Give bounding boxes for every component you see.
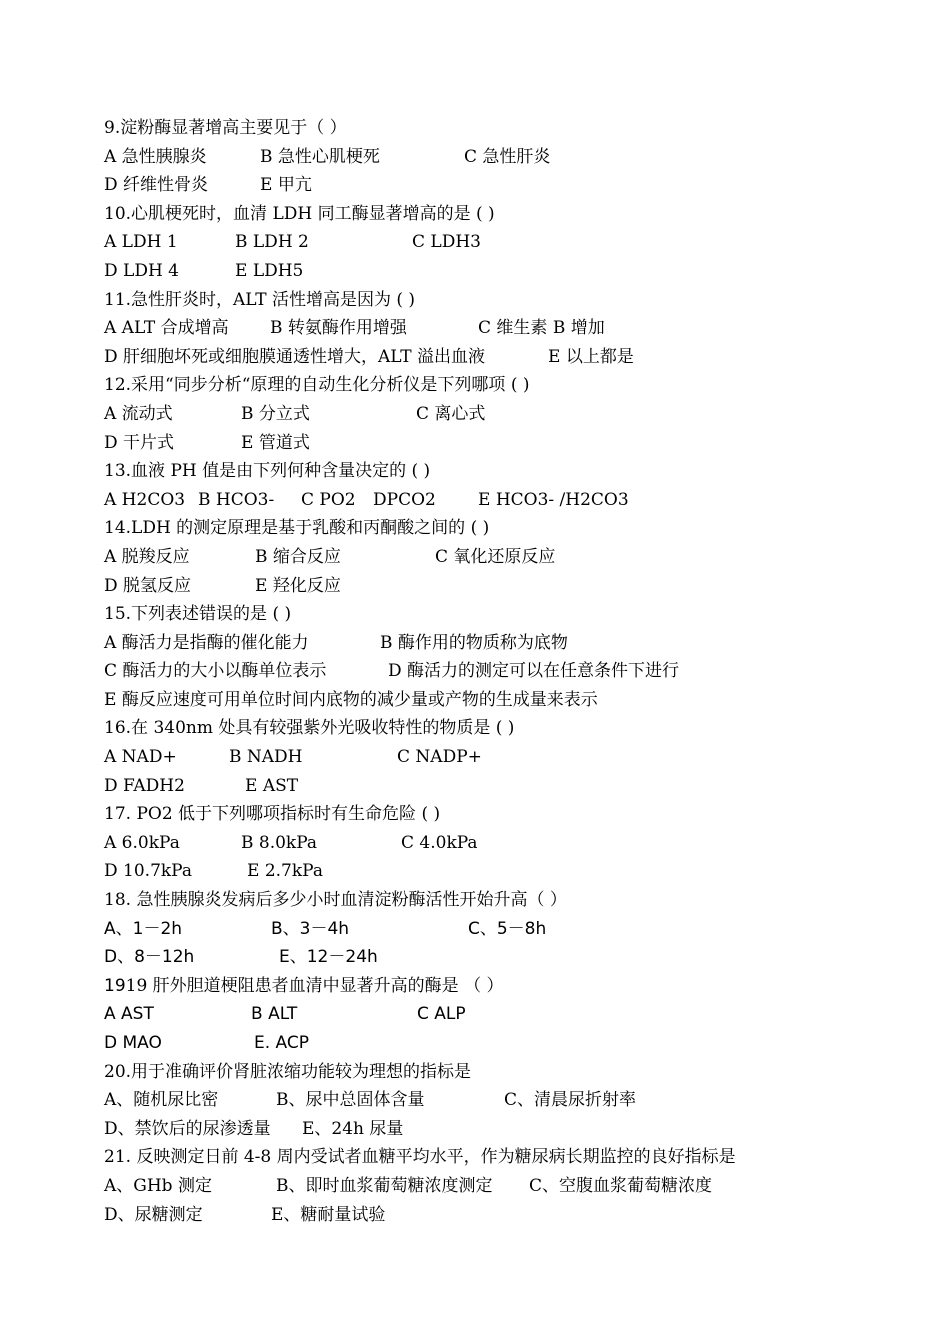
question-9: 9.淀粉酶显著增高主要见于（ ） xyxy=(104,118,347,138)
question-text: 19 肝外胆道梗阻患者血清中显著升高的酶是 （ ） xyxy=(125,975,504,996)
option-b: B、3－4h xyxy=(271,918,350,939)
option-a: A、GHb 测定 xyxy=(104,1175,212,1196)
option-e: E、12－24h xyxy=(279,947,378,968)
option-c: C、5－8h xyxy=(468,918,547,939)
question-21: 21. 反映测定日前 4-8 周内受试者血糖平均水平，作为糖尿病长期监控的良好指标是 xyxy=(104,1147,736,1168)
options-row xyxy=(104,543,924,572)
options-row xyxy=(104,1000,924,1029)
option-b: B 酶作用的物质称为底物 xyxy=(380,632,568,653)
option-d: D、尿糖测定 xyxy=(104,1204,203,1225)
option-d: D 纤维性骨炎 xyxy=(104,175,209,196)
exam-page xyxy=(104,114,924,1229)
option-a: A 流动式 xyxy=(104,403,173,424)
question-10: 10.心肌梗死时，血清 LDH 同工酶显著增高的是 ( ) xyxy=(104,203,495,224)
question-13: 13.血液 PH 值是由下列何种含量决定的 ( ) xyxy=(104,461,431,482)
option-b: B 分立式 xyxy=(241,403,310,424)
options-row xyxy=(104,1029,924,1058)
option-e: E 管道式 xyxy=(241,432,310,453)
option-d: D 干片式 xyxy=(104,432,175,453)
option-e: E HCO3- /H2CO3 xyxy=(478,489,629,510)
question-19 xyxy=(104,972,924,1001)
option-d: D 肝细胞坏死或细胞膜通透性增大，ALT 溢出血液 xyxy=(104,346,485,367)
options-row xyxy=(104,829,924,858)
option-e: E. ACP xyxy=(254,1033,310,1053)
options-row xyxy=(104,1201,924,1230)
option-a: A 脱羧反应 xyxy=(104,546,190,567)
option-d: D 酶活力的测定可以在任意条件下进行 xyxy=(388,661,680,682)
question-14: 14.LDH 的测定原理是基于乳酸和丙酮酸之间的 ( ) xyxy=(104,518,490,539)
option-d: D FADH2 xyxy=(104,775,185,796)
option-c: C、空腹血浆葡萄糖浓度 xyxy=(529,1175,713,1196)
options-row xyxy=(104,486,924,515)
question-11: 11.急性肝炎时，ALT 活性增高是因为 ( ) xyxy=(104,289,416,310)
option-e: E 以上都是 xyxy=(548,346,634,367)
options-row xyxy=(104,686,924,715)
option-a: A NAD+ xyxy=(104,747,177,768)
question-16: 16.在 340nm 处具有较强紫外光吸收特性的物质是 ( ) xyxy=(104,718,515,739)
options-row xyxy=(104,1086,924,1115)
options-row xyxy=(104,1115,924,1144)
option-b: B 8.0kPa xyxy=(241,832,318,853)
question-17: 17. PO2 低于下列哪项指标时有生命危险 ( ) xyxy=(104,804,441,825)
option-e: E AST xyxy=(245,775,299,796)
question-number: 19 xyxy=(104,975,126,996)
option-a: A 酶活力是指酶的催化能力 xyxy=(104,632,309,653)
options-row xyxy=(104,343,924,372)
option-b: B 缩合反应 xyxy=(255,546,341,567)
options-row xyxy=(104,400,924,429)
option-e: E 羟化反应 xyxy=(255,575,341,596)
option-d: DPCO2 xyxy=(373,489,436,510)
option-c: C ALP xyxy=(417,1004,466,1025)
option-a: A ALT 合成增高 xyxy=(104,318,229,339)
option-c: C、清晨尿折射率 xyxy=(504,1090,637,1111)
options-row xyxy=(104,629,924,658)
options-row xyxy=(104,143,924,172)
option-c: C 氧化还原反应 xyxy=(435,546,556,567)
question-20: 20.用于准确评价肾脏浓缩功能较为理想的指标是 xyxy=(104,1061,472,1082)
option-b: B、即时血浆葡萄糖浓度测定 xyxy=(276,1175,493,1196)
question-12: 12.采用“同步分析“原理的自动生化分析仪是下列哪项 ( ) xyxy=(104,375,530,396)
options-row xyxy=(104,857,924,886)
options-row xyxy=(104,743,924,772)
option-a: A、1－2h xyxy=(104,918,183,939)
option-b: B LDH 2 xyxy=(235,232,309,253)
option-d: D、禁饮后的尿渗透量 xyxy=(104,1118,271,1139)
option-e: E、糖耐量试验 xyxy=(271,1204,386,1225)
question-18: 18. 急性胰腺炎发病后多少小时血清淀粉酶活性开始升高（ ） xyxy=(104,890,567,911)
options-row xyxy=(104,1172,924,1201)
option-b: B 转氨酶作用增强 xyxy=(270,318,407,339)
option-c: C 急性肝炎 xyxy=(464,146,551,167)
option-e: E 2.7kPa xyxy=(247,861,323,882)
option-d: D MAO xyxy=(104,1033,162,1053)
options-row xyxy=(104,429,924,458)
options-row xyxy=(104,772,924,801)
option-b: B NADH xyxy=(229,747,303,768)
option-c: C LDH3 xyxy=(412,232,481,253)
option-d: D 10.7kPa xyxy=(104,861,192,882)
option-a: A、随机尿比密 xyxy=(104,1090,219,1111)
option-b: B ALT xyxy=(251,1004,298,1025)
options-row xyxy=(104,915,924,944)
option-b: B HCO3- xyxy=(198,489,275,510)
options-row xyxy=(104,257,924,286)
option-c: C 4.0kPa xyxy=(401,832,478,853)
options-row xyxy=(104,171,924,200)
option-a: A H2CO3 xyxy=(104,489,186,510)
option-c: C PO2 xyxy=(301,489,356,510)
options-row xyxy=(104,572,924,601)
option-e: E 甲亢 xyxy=(260,175,312,196)
options-row xyxy=(104,657,924,686)
option-a: A AST xyxy=(104,1004,154,1025)
option-a: A LDH 1 xyxy=(104,232,178,253)
question-15: 15.下列表述错误的是 ( ) xyxy=(104,604,292,625)
option-c: C 维生素 B 增加 xyxy=(478,318,605,339)
option-c: C 离心式 xyxy=(416,403,486,424)
option-b: B 急性心肌梗死 xyxy=(260,146,380,167)
option-e: E、24h 尿量 xyxy=(302,1118,404,1139)
option-a: A 急性胰腺炎 xyxy=(104,146,207,167)
option-e: E 酶反应速度可用单位时间内底物的减少量或产物的生成量来表示 xyxy=(104,689,598,710)
option-d: D LDH 4 xyxy=(104,260,179,281)
options-row xyxy=(104,314,924,343)
option-c: C 酶活力的大小以酶单位表示 xyxy=(104,661,327,682)
options-row xyxy=(104,228,924,257)
option-d: D、8－12h xyxy=(104,947,195,968)
option-a: A 6.0kPa xyxy=(104,832,180,853)
option-d: D 脱氢反应 xyxy=(104,575,192,596)
option-e: E LDH5 xyxy=(235,260,304,281)
option-b: B、尿中总固体含量 xyxy=(276,1090,425,1111)
option-c: C NADP+ xyxy=(397,747,482,768)
options-row xyxy=(104,943,924,972)
